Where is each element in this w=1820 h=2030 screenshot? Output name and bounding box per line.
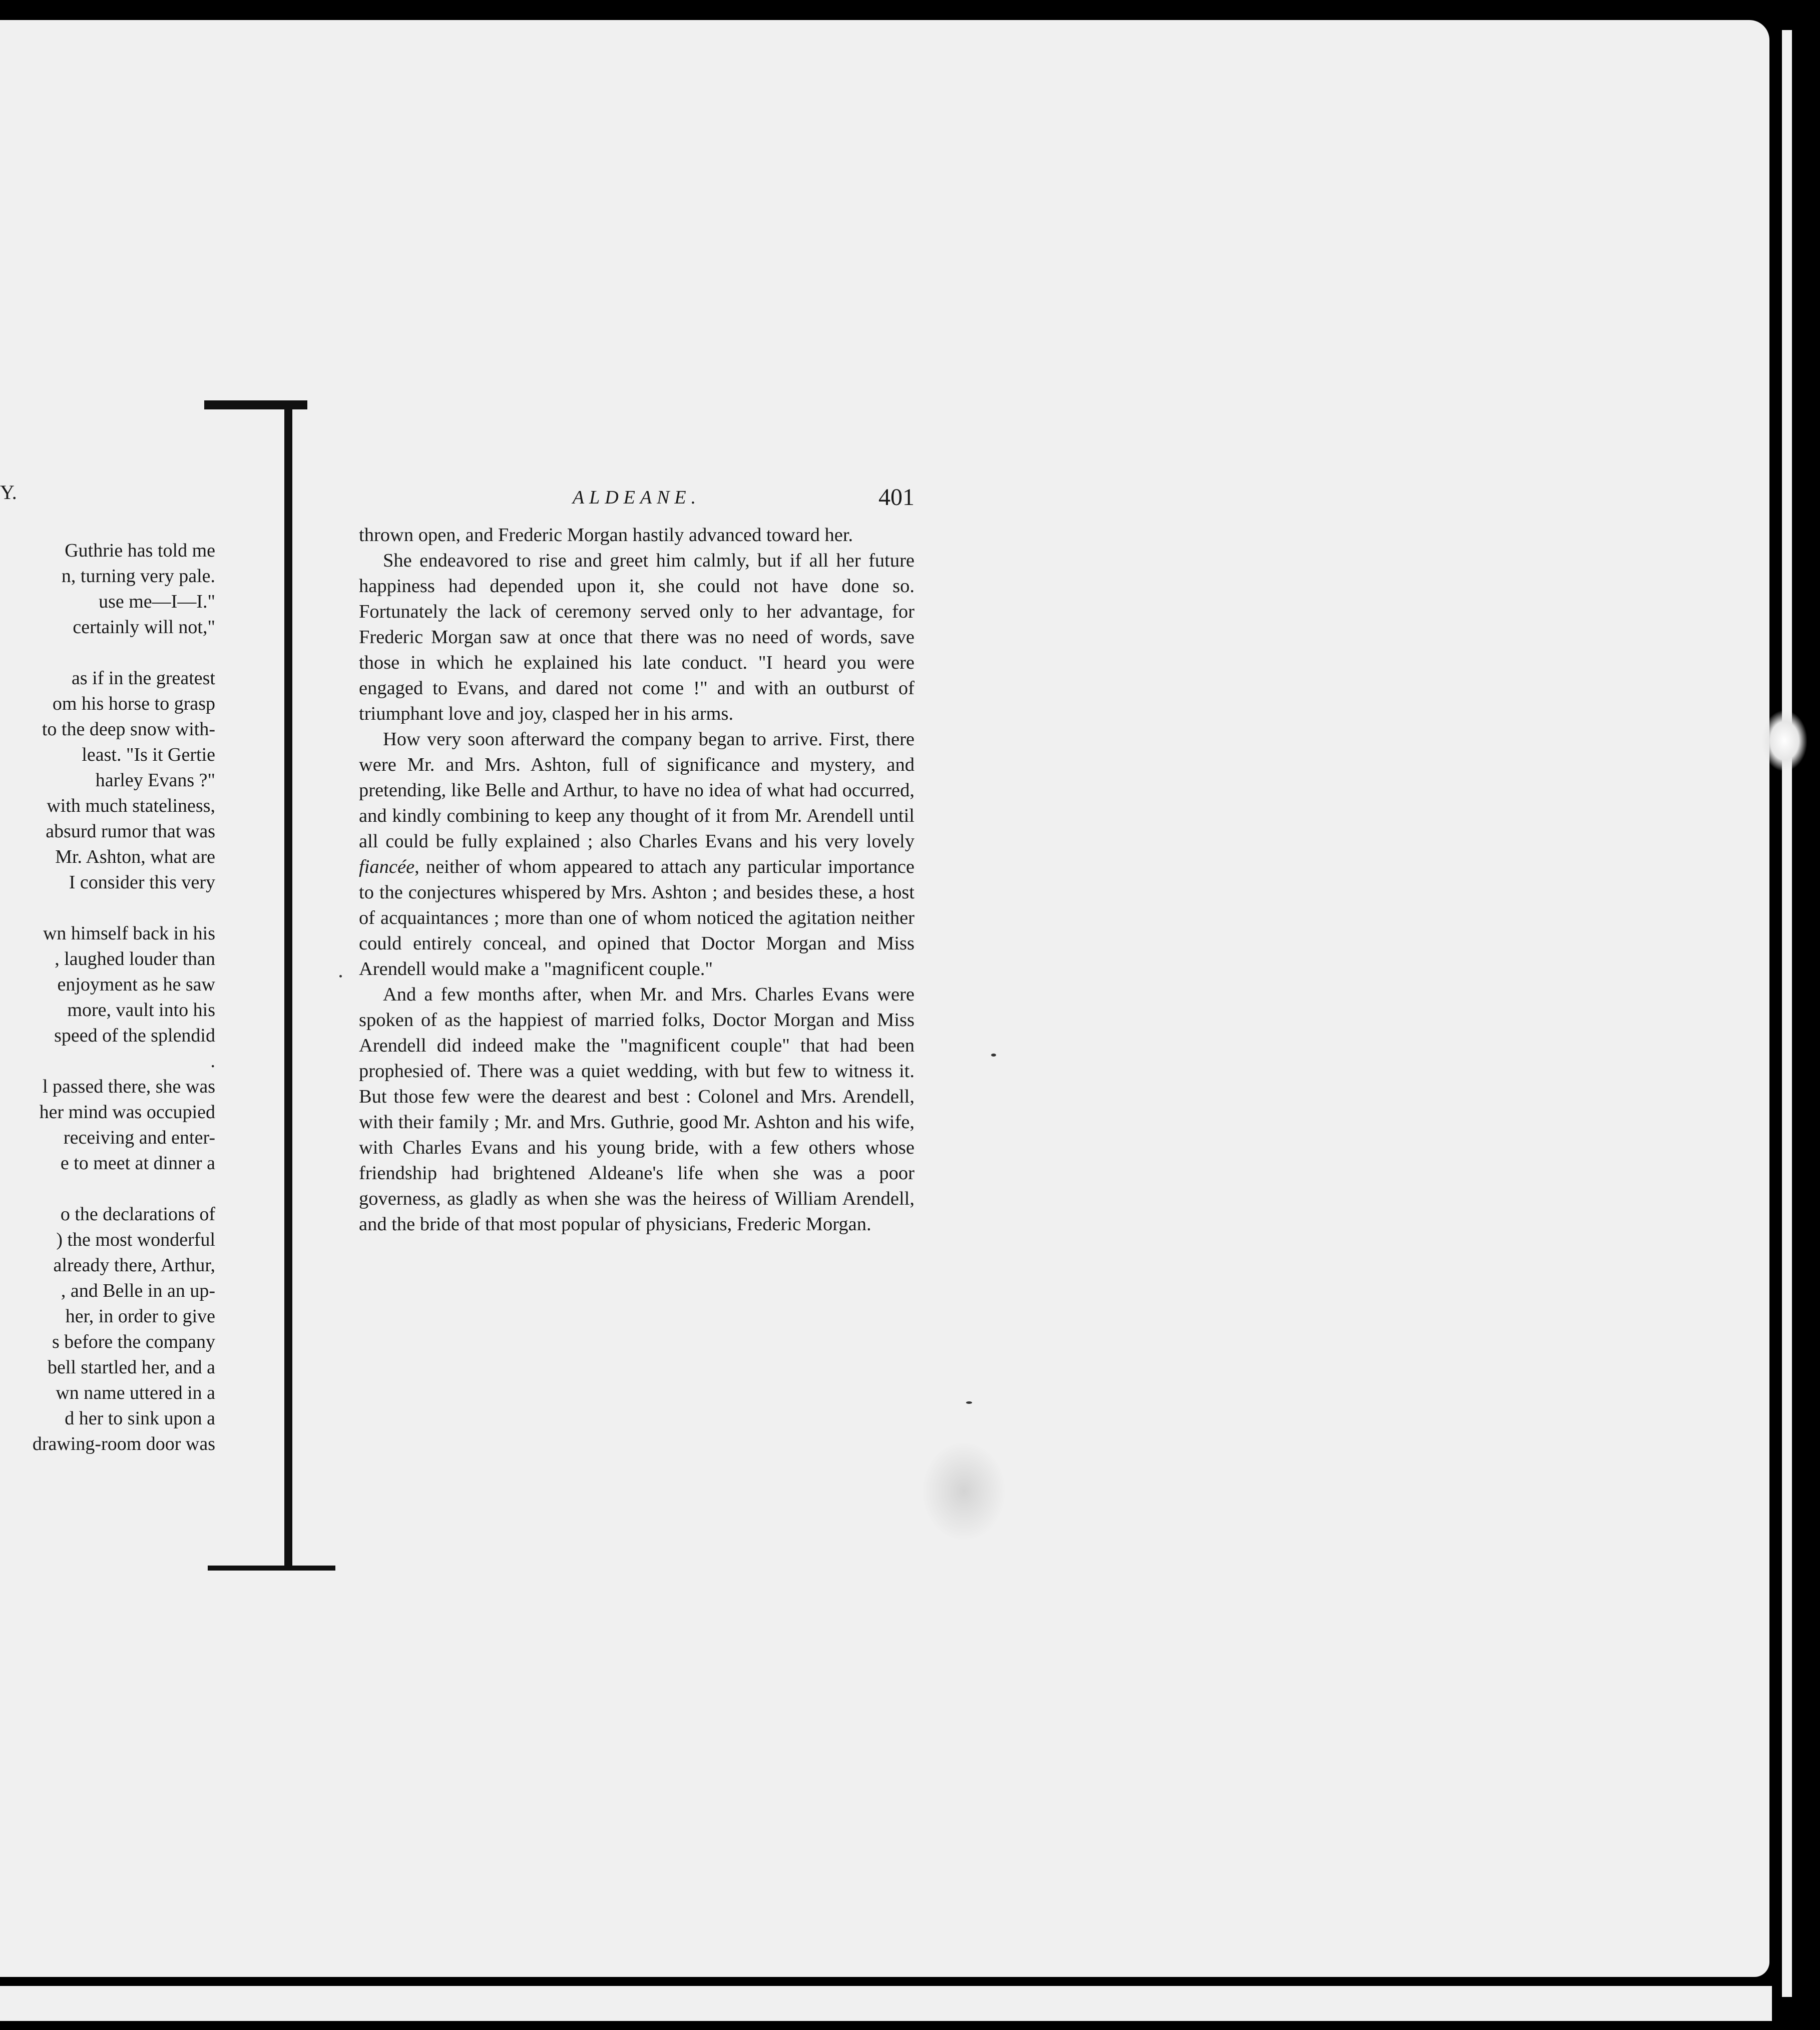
paragraph-4: And a few months after, when Mr. and Mrs. Charles Evans were spoken of as the happiest of married folks, Doctor Morgan and Miss Arendell did indeed make the "magnificent couple" that had been prophesied of. There was a quiet wedding, with but few to witness it. But those few were the dearest and best : Colonel and Mrs. Arendell, with their family ; Mr. and Mrs. Guthrie, good Mr. Ashton and his wife, with Charles Evans and his young bride, with a few others whose friendship had brightened Aldeane's life when she was a poor governess, as gladly as when she was the heiress of William Arendell, and the bride of that most popular of physicians, Frederic Morgan. <box>359 984 915 1235</box>
left-page-line: n, turning very pale. <box>61 566 215 587</box>
paragraph-1: thrown open, and Frederic Morgan hastily advanced toward her. <box>359 525 853 546</box>
body-text <box>359 523 915 1237</box>
right-page <box>359 486 915 1237</box>
left-page-line: bell startled her, and a <box>47 1357 215 1378</box>
light-flare <box>1762 711 1807 771</box>
left-page-line: already there, Arthur, <box>53 1255 215 1276</box>
left-page-line: . <box>210 1051 215 1072</box>
left-page-line: more, vault into his <box>67 999 215 1021</box>
left-page-line: her mind was occupied <box>39 1102 215 1123</box>
left-page-line: receiving and enter- <box>63 1127 215 1148</box>
left-page-line: o the declarations of <box>60 1204 215 1225</box>
paragraph-2: She endeavored to rise and greet him calmly, but if all her future happiness had depended upon it, she could not have done so. Fortunately the lack of ceremony served only to her advantage, for Frederic Morgan saw at once that there was no need of words, save those in which he explained his late conduct. "I heard you were engaged to Evans, and dared not come !" and with an outburst of triumphant love and joy, clasped her in his arms. <box>359 550 915 724</box>
paragraph-3 <box>359 727 915 982</box>
left-page-column <box>0 538 215 1474</box>
paragraph-3-emphasis: fiancée <box>359 856 415 877</box>
dust-speck <box>966 1401 972 1404</box>
page-number: 401 <box>878 484 915 511</box>
left-page-line: I consider this very <box>69 872 215 893</box>
left-page-line: Mr. Ashton, what are <box>55 846 215 867</box>
left-page-line: speed of the splendid <box>54 1025 215 1046</box>
bracket-bottom-arm <box>208 1566 335 1571</box>
left-page-line: use me—I—I." <box>99 591 215 612</box>
running-title: ALDEANE. <box>572 487 701 508</box>
scan-smudge <box>921 1441 1006 1542</box>
left-page-line: d her to sink upon a <box>65 1408 215 1429</box>
left-page-line: , and Belle in an up- <box>61 1280 215 1301</box>
left-page-line: , laughed louder than <box>55 948 215 969</box>
left-page-line: Guthrie has told me <box>65 540 215 561</box>
left-page-line: drawing-room door was <box>32 1433 215 1454</box>
paragraph-3-start: How very soon afterward the company began to arrive. First, there were Mr. and Mrs. Ashton, full of significance and mystery, and pretending, like Belle and Arthur, to have no idea of what had occurred, and kindly combining to keep any thought of it from Mr. Arendell until all could be fully explained ; also Charles Evans and his very lovely <box>359 729 915 852</box>
dust-speck <box>339 975 342 977</box>
left-page-line: wn name uttered in a <box>56 1382 215 1403</box>
bracket-bar <box>284 404 292 1571</box>
running-head <box>359 486 915 522</box>
left-page-line: om his horse to grasp <box>52 693 215 714</box>
adjacent-frame-edge <box>1782 30 1792 1997</box>
left-page-line: absurd rumor that was <box>46 821 215 842</box>
left-page-line: least. "Is it Gertie <box>82 744 215 765</box>
left-page-line: as if in the greatest <box>71 668 215 689</box>
left-page-line: l passed there, she was <box>42 1076 215 1097</box>
left-page-line: harley Evans ?" <box>95 770 215 791</box>
left-page-line: to the deep snow with- <box>42 719 215 740</box>
left-page-line: e to meet at dinner a <box>60 1153 215 1174</box>
left-page-line: enjoyment as he saw <box>57 974 215 995</box>
bottom-frame-edge <box>0 1986 1772 2021</box>
left-page-line: ) the most wonderful <box>56 1229 215 1250</box>
left-page-line: her, in order to give <box>65 1306 215 1327</box>
left-page-line: s before the company <box>52 1331 215 1352</box>
left-page-header-fragment: Y. <box>0 481 17 503</box>
left-page-line: certainly will not," <box>73 617 215 638</box>
dust-speck <box>991 1054 996 1057</box>
left-page-line: wn himself back in his <box>43 923 215 944</box>
left-page-line: with much stateliness, <box>47 795 215 816</box>
paragraph-3-end: , neither of whom appeared to attach any particular importance to the conjectures whispered by Mrs. Ashton ; and besides these, a host of acquaintances ; more than one of whom noticed the agitation neither could entirely conceal, and opined that Doctor Morgan and Miss Arendell would make a "magnificent couple." <box>359 856 915 979</box>
